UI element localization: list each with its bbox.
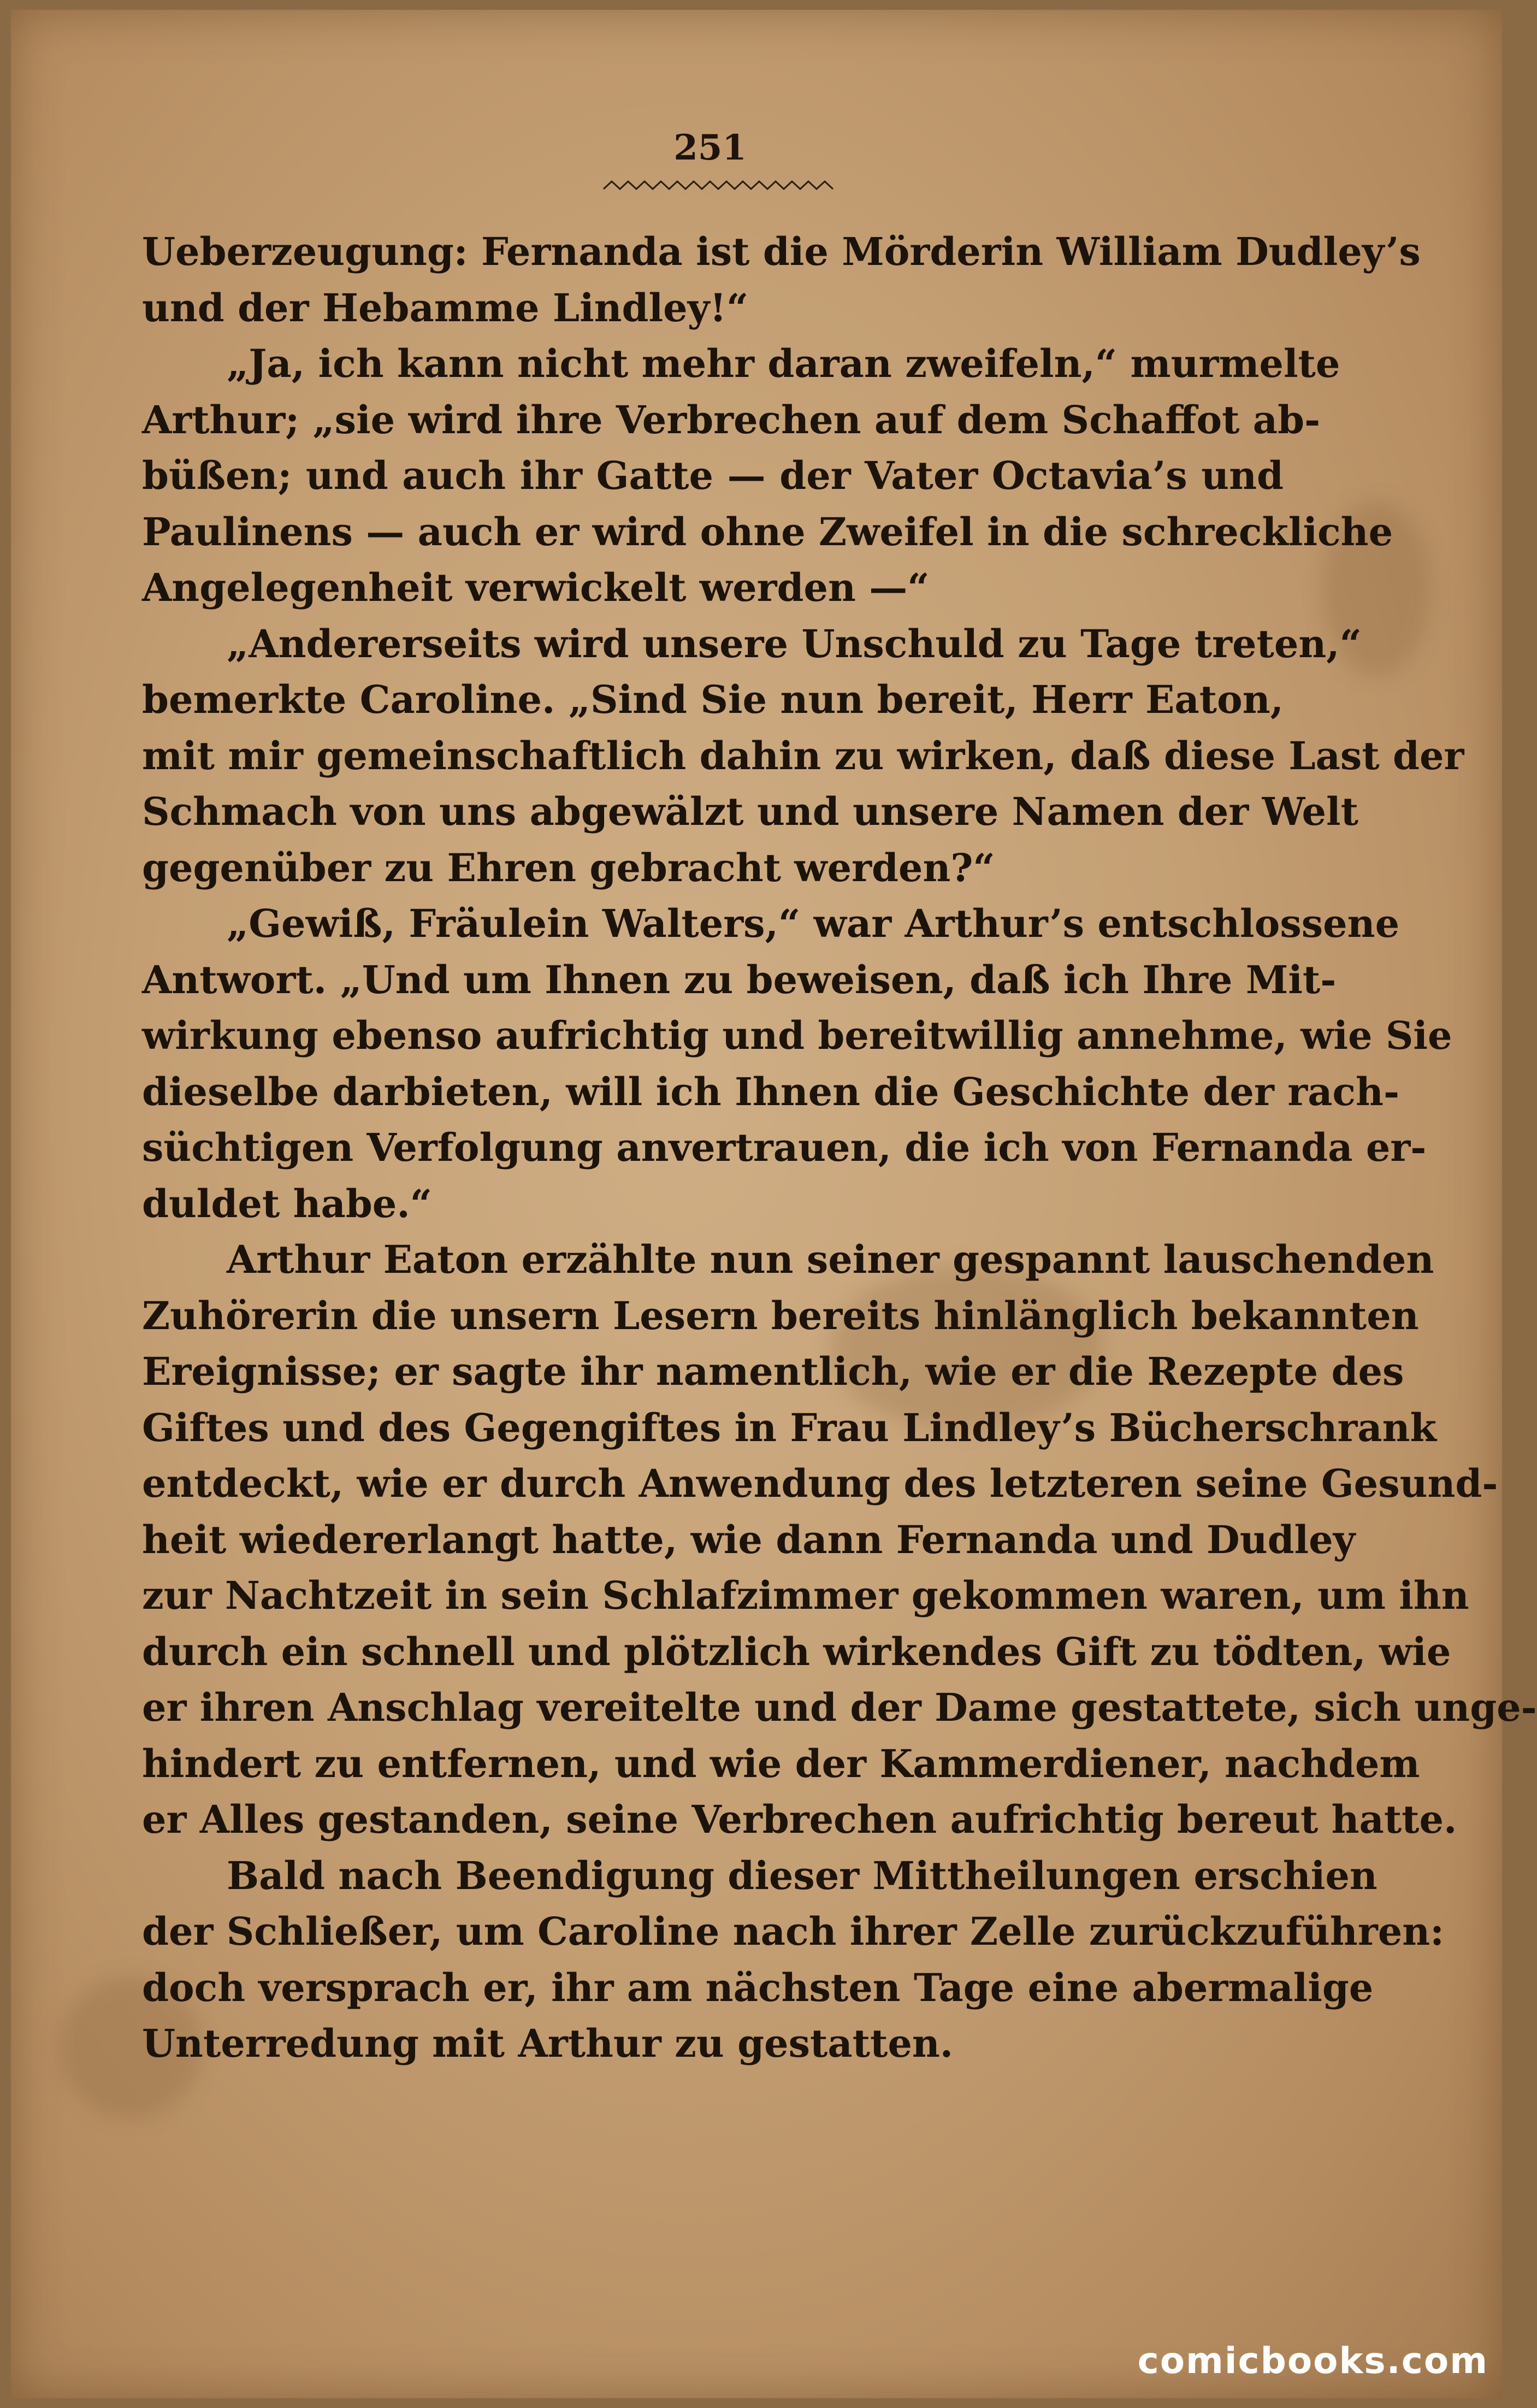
text-line: entdeckt, wie er durch Anwendung des letzteren seine Gesund- xyxy=(142,1461,1498,1506)
text-line: der Schließer, um Caroline nach ihrer Zelle zurückzuführen: xyxy=(142,1909,1444,1954)
text-line: „Ja, ich kann nicht mehr daran zweifeln,“ murmelte xyxy=(227,341,1340,386)
text-line: Giftes und des Gegengiftes in Frau Lindley’s Bücherschrank xyxy=(142,1404,1437,1450)
text-line: mit mir gemeinschaftlich dahin zu wirken, daß diese Last der xyxy=(142,733,1464,778)
text-line: hindert zu entfernen, und wie der Kammerdiener, nachdem xyxy=(142,1740,1420,1786)
text-line: Ereignisse; er sagte ihr namentlich, wie er die Rezepte des xyxy=(142,1349,1404,1394)
text-line: Bald nach Beendigung dieser Mittheilungen erschien xyxy=(227,1852,1378,1898)
text-line: Unterredung mit Arthur zu gestatten. xyxy=(142,2021,954,2066)
text-line: Ueberzeugung: Fernanda ist die Mörderin William Dudley’s xyxy=(142,229,1421,274)
text-line: Arthur; „sie wird ihre Verbrechen auf dem Schaffot ab- xyxy=(142,397,1321,442)
wavy-rule-ornament xyxy=(604,174,833,196)
text-line: doch versprach er, ihr am nächsten Tage eine abermalige xyxy=(142,1964,1374,2010)
text-line: Arthur Eaton erzählte nun seiner gespannt lauschenden xyxy=(227,1237,1434,1282)
text-line: dieselbe darbieten, will ich Ihnen die Geschichte der rach- xyxy=(142,1069,1400,1114)
text-line: Antwort. „Und um Ihnen zu beweisen, daß ich Ihre Mit- xyxy=(142,957,1337,1002)
text-line: Paulinens — auch er wird ohne Zweifel in die schreckliche xyxy=(142,509,1393,554)
text-line: zur Nachtzeit in sein Schlafzimmer gekommen waren, um ihn xyxy=(142,1573,1469,1618)
text-line: er Alles gestanden, seine Verbrechen aufrichtig bereut hatte. xyxy=(142,1797,1457,1842)
text-line: bemerkte Caroline. „Sind Sie nun bereit, Herr Eaton, xyxy=(142,677,1284,722)
text-line: gegenüber zu Ehren gebracht werden?“ xyxy=(142,845,995,890)
text-line: wirkung ebenso aufrichtig und bereitwillig annehme, wie Sie xyxy=(142,1013,1452,1058)
body-text xyxy=(142,224,1537,2072)
text-line: duldet habe.“ xyxy=(142,1181,432,1226)
text-line: und der Hebamme Lindley!“ xyxy=(142,285,749,330)
text-line: er ihren Anschlag vereitelte und der Dame gestattete, sich unge- xyxy=(142,1685,1537,1730)
watermark-logo: comicbooks.com xyxy=(1137,2340,1488,2382)
text-line: Angelegenheit verwickelt werden —“ xyxy=(142,565,930,610)
text-line: durch ein schnell und plötzlich wirkendes Gift zu tödten, wie xyxy=(142,1628,1451,1674)
text-line: heit wiedererlangt hatte, wie dann Fernanda und Dudley xyxy=(142,1516,1356,1562)
text-line: Zuhörerin die unsern Lesern bereits hinlänglich bekannten xyxy=(142,1292,1419,1338)
text-line: büßen; und auch ihr Gatte — der Vater Octavia’s und xyxy=(142,453,1284,498)
text-line: süchtigen Verfolgung anvertrauen, die ich von Fernanda er- xyxy=(142,1125,1427,1170)
book-page xyxy=(11,10,1537,2398)
text-line: „Gewiß, Fräulein Walters,“ war Arthur’s entschlossene xyxy=(227,901,1400,946)
text-line: Schmach von uns abgewälzt und unsere Namen der Welt xyxy=(142,789,1358,834)
page-number: 251 xyxy=(673,127,747,168)
text-line: „Andererseits wird unsere Unschuld zu Tage treten,“ xyxy=(227,621,1362,666)
